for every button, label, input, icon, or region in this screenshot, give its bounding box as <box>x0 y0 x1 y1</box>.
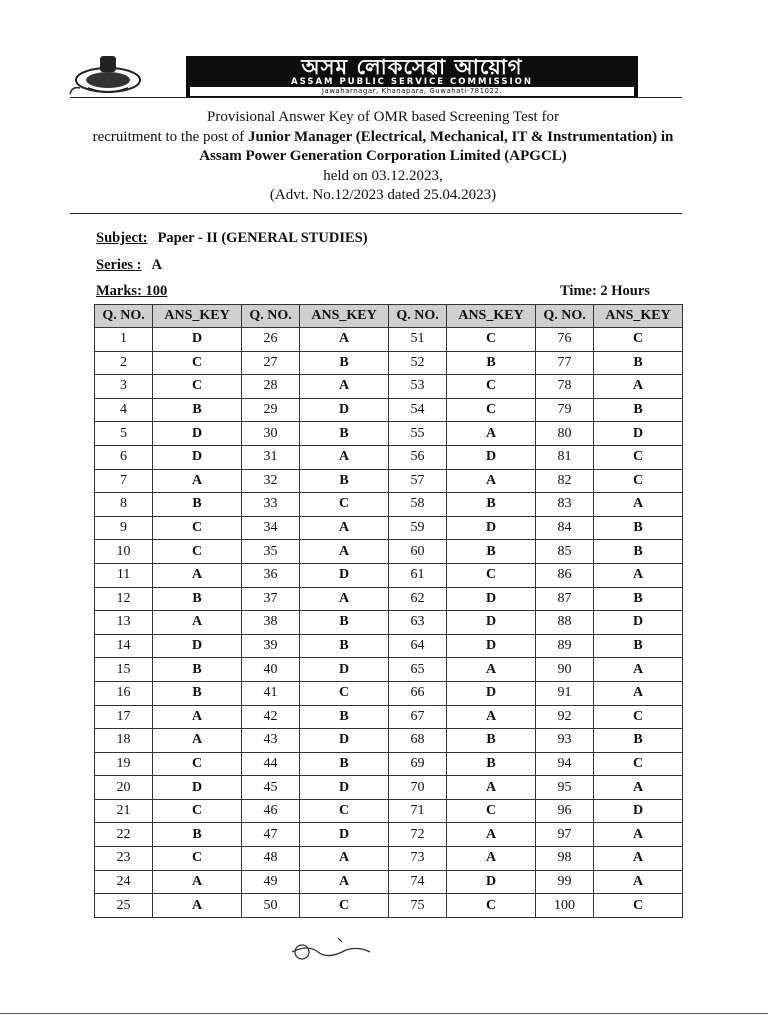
question-number-cell: 86 <box>535 563 593 587</box>
question-number-cell: 98 <box>535 847 593 871</box>
answer-key-cell: C <box>447 398 536 422</box>
question-number-cell: 46 <box>241 799 299 823</box>
question-number-cell: 65 <box>388 658 446 682</box>
heading-line-3: Assam Power Generation Corporation Limited (APGCL) <box>199 148 567 164</box>
answer-key-cell: A <box>594 493 683 517</box>
table-row <box>95 634 683 658</box>
answer-key-cell: A <box>153 563 242 587</box>
answer-key-cell: A <box>300 847 389 871</box>
question-number-cell: 57 <box>388 469 446 493</box>
question-number-cell: 64 <box>388 634 446 658</box>
question-number-cell: 69 <box>388 752 446 776</box>
question-number-cell: 99 <box>535 870 593 894</box>
answer-key-cell: A <box>594 563 683 587</box>
table-row <box>95 823 683 847</box>
question-number-cell: 40 <box>241 658 299 682</box>
answer-key-cell: B <box>447 729 536 753</box>
answer-key-cell: B <box>447 351 536 375</box>
answer-key-cell: D <box>594 799 683 823</box>
table-row <box>95 847 683 871</box>
table-row <box>95 563 683 587</box>
heading-line-1: Provisional Answer Key of OMR based Screening Test for <box>207 109 559 125</box>
table-row <box>95 729 683 753</box>
table-row <box>95 658 683 682</box>
question-number-cell: 59 <box>388 516 446 540</box>
header-q-no: Q. NO. <box>388 305 446 328</box>
answer-key-cell: A <box>447 469 536 493</box>
question-number-cell: 45 <box>241 776 299 800</box>
question-number-cell: 30 <box>241 422 299 446</box>
answer-key-cell: B <box>153 658 242 682</box>
answer-key-cell: A <box>153 469 242 493</box>
answer-key-cell: A <box>153 894 242 918</box>
answer-key-cell: D <box>447 870 536 894</box>
question-number-cell: 78 <box>535 375 593 399</box>
answer-key-cell: B <box>153 398 242 422</box>
question-number-cell: 21 <box>95 799 153 823</box>
question-number-cell: 41 <box>241 681 299 705</box>
answer-key-cell: B <box>594 398 683 422</box>
answer-key-cell: D <box>447 516 536 540</box>
question-number-cell: 85 <box>535 540 593 564</box>
table-row <box>95 870 683 894</box>
question-number-cell: 95 <box>535 776 593 800</box>
question-number-cell: 8 <box>95 493 153 517</box>
table-row <box>95 705 683 729</box>
answer-key-cell: D <box>153 328 242 352</box>
apsc-emblem-icon <box>68 50 148 96</box>
question-number-cell: 18 <box>95 729 153 753</box>
header-ans-key: ANS_KEY <box>153 305 242 328</box>
answer-key-cell: B <box>300 634 389 658</box>
question-number-cell: 56 <box>388 445 446 469</box>
answer-key-cell: A <box>153 870 242 894</box>
answer-key-cell: C <box>594 328 683 352</box>
answer-key-cell: A <box>594 681 683 705</box>
question-number-cell: 26 <box>241 328 299 352</box>
answer-key-cell: C <box>594 445 683 469</box>
question-number-cell: 29 <box>241 398 299 422</box>
answer-key-cell: A <box>447 422 536 446</box>
answer-key-cell: C <box>300 681 389 705</box>
question-number-cell: 20 <box>95 776 153 800</box>
answer-key-cell: C <box>594 752 683 776</box>
question-number-cell: 77 <box>535 351 593 375</box>
answer-key-cell: C <box>447 375 536 399</box>
answer-key-cell: D <box>300 658 389 682</box>
answer-key-cell: D <box>153 634 242 658</box>
answer-key-cell: B <box>594 540 683 564</box>
question-number-cell: 37 <box>241 587 299 611</box>
question-number-cell: 44 <box>241 752 299 776</box>
answer-key-cell: A <box>447 823 536 847</box>
question-number-cell: 61 <box>388 563 446 587</box>
answer-key-cell: C <box>153 847 242 871</box>
question-number-cell: 84 <box>535 516 593 540</box>
question-number-cell: 81 <box>535 445 593 469</box>
question-number-cell: 62 <box>388 587 446 611</box>
table-row <box>95 799 683 823</box>
header-divider <box>70 97 682 98</box>
answer-key-cell: A <box>300 375 389 399</box>
question-number-cell: 53 <box>388 375 446 399</box>
series-line: Series : A <box>96 257 162 273</box>
header-q-no: Q. NO. <box>241 305 299 328</box>
question-number-cell: 72 <box>388 823 446 847</box>
table-row <box>95 351 683 375</box>
table-row <box>95 422 683 446</box>
header-ans-key: ANS_KEY <box>594 305 683 328</box>
question-number-cell: 66 <box>388 681 446 705</box>
answer-key-cell: D <box>300 776 389 800</box>
question-number-cell: 82 <box>535 469 593 493</box>
heading-divider <box>70 213 682 214</box>
heading-line-5: (Advt. No.12/2023 dated 25.04.2023) <box>269 187 497 203</box>
table-header-row <box>95 305 683 328</box>
question-number-cell: 36 <box>241 563 299 587</box>
question-number-cell: 1 <box>95 328 153 352</box>
commission-banner <box>186 56 638 98</box>
answer-key-cell: B <box>300 422 389 446</box>
table-row <box>95 611 683 635</box>
answer-key-cell: B <box>447 752 536 776</box>
table-row <box>95 328 683 352</box>
time-label: Time: 2 Hours <box>560 283 650 299</box>
answer-key-cell: A <box>594 375 683 399</box>
answer-key-cell: B <box>594 351 683 375</box>
question-number-cell: 48 <box>241 847 299 871</box>
question-number-cell: 15 <box>95 658 153 682</box>
question-number-cell: 76 <box>535 328 593 352</box>
question-number-cell: 52 <box>388 351 446 375</box>
answer-key-cell: C <box>594 469 683 493</box>
question-number-cell: 25 <box>95 894 153 918</box>
answer-key-cell: B <box>447 540 536 564</box>
question-number-cell: 79 <box>535 398 593 422</box>
question-number-cell: 43 <box>241 729 299 753</box>
table-row <box>95 752 683 776</box>
answer-key-cell: A <box>447 705 536 729</box>
answer-key-cell: C <box>447 894 536 918</box>
answer-key-cell: A <box>594 847 683 871</box>
notice-heading <box>40 108 726 206</box>
answer-key-cell: A <box>300 445 389 469</box>
answer-key-cell: D <box>300 729 389 753</box>
question-number-cell: 55 <box>388 422 446 446</box>
answer-key-cell: C <box>300 799 389 823</box>
answer-key-cell: A <box>300 870 389 894</box>
question-number-cell: 7 <box>95 469 153 493</box>
answer-key-cell: C <box>153 351 242 375</box>
org-name-english: ASSAM PUBLIC SERVICE COMMISSION <box>291 77 533 87</box>
answer-key-cell: D <box>594 611 683 635</box>
question-number-cell: 100 <box>535 894 593 918</box>
question-number-cell: 32 <box>241 469 299 493</box>
question-number-cell: 6 <box>95 445 153 469</box>
question-number-cell: 24 <box>95 870 153 894</box>
answer-key-cell: A <box>447 658 536 682</box>
answer-key-cell: B <box>594 634 683 658</box>
question-number-cell: 68 <box>388 729 446 753</box>
answer-key-cell: A <box>447 847 536 871</box>
question-number-cell: 67 <box>388 705 446 729</box>
question-number-cell: 9 <box>95 516 153 540</box>
question-number-cell: 70 <box>388 776 446 800</box>
table-row <box>95 681 683 705</box>
question-number-cell: 87 <box>535 587 593 611</box>
question-number-cell: 31 <box>241 445 299 469</box>
table-row <box>95 493 683 517</box>
table-row <box>95 587 683 611</box>
question-number-cell: 88 <box>535 611 593 635</box>
answer-key-table <box>94 304 683 918</box>
question-number-cell: 83 <box>535 493 593 517</box>
question-number-cell: 73 <box>388 847 446 871</box>
question-number-cell: 75 <box>388 894 446 918</box>
answer-key-cell: B <box>153 823 242 847</box>
question-number-cell: 97 <box>535 823 593 847</box>
question-number-cell: 94 <box>535 752 593 776</box>
answer-key-cell: B <box>153 681 242 705</box>
answer-key-cell: B <box>300 705 389 729</box>
question-number-cell: 74 <box>388 870 446 894</box>
question-number-cell: 3 <box>95 375 153 399</box>
table-row <box>95 776 683 800</box>
answer-key-cell: B <box>300 351 389 375</box>
question-number-cell: 51 <box>388 328 446 352</box>
question-number-cell: 12 <box>95 587 153 611</box>
answer-key-cell: D <box>300 823 389 847</box>
question-number-cell: 90 <box>535 658 593 682</box>
table-row <box>95 540 683 564</box>
question-number-cell: 38 <box>241 611 299 635</box>
question-number-cell: 34 <box>241 516 299 540</box>
question-number-cell: 39 <box>241 634 299 658</box>
answer-key-cell: D <box>153 776 242 800</box>
question-number-cell: 89 <box>535 634 593 658</box>
question-number-cell: 91 <box>535 681 593 705</box>
question-number-cell: 49 <box>241 870 299 894</box>
answer-key-cell: A <box>447 776 536 800</box>
answer-key-cell: B <box>153 587 242 611</box>
question-number-cell: 60 <box>388 540 446 564</box>
page-bottom-edge <box>0 1013 768 1014</box>
answer-key-cell: B <box>594 516 683 540</box>
question-number-cell: 4 <box>95 398 153 422</box>
table-row <box>95 375 683 399</box>
table-row <box>95 445 683 469</box>
answer-key-cell: D <box>153 445 242 469</box>
question-number-cell: 17 <box>95 705 153 729</box>
question-number-cell: 2 <box>95 351 153 375</box>
question-number-cell: 42 <box>241 705 299 729</box>
answer-key-cell: B <box>153 493 242 517</box>
answer-key-cell: C <box>153 752 242 776</box>
question-number-cell: 13 <box>95 611 153 635</box>
question-number-cell: 5 <box>95 422 153 446</box>
question-number-cell: 22 <box>95 823 153 847</box>
answer-key-cell: D <box>300 398 389 422</box>
answer-key-cell: B <box>300 752 389 776</box>
answer-key-cell: A <box>594 823 683 847</box>
heading-line-4: held on 03.12.2023, <box>323 167 443 184</box>
answer-key-cell: B <box>594 587 683 611</box>
answer-key-cell: D <box>300 563 389 587</box>
question-number-cell: 11 <box>95 563 153 587</box>
question-number-cell: 33 <box>241 493 299 517</box>
question-number-cell: 10 <box>95 540 153 564</box>
answer-key-cell: C <box>447 563 536 587</box>
question-number-cell: 14 <box>95 634 153 658</box>
question-number-cell: 71 <box>388 799 446 823</box>
answer-key-cell: C <box>594 894 683 918</box>
question-number-cell: 28 <box>241 375 299 399</box>
answer-key-cell: C <box>153 516 242 540</box>
answer-key-cell: B <box>300 611 389 635</box>
table-row <box>95 469 683 493</box>
question-number-cell: 35 <box>241 540 299 564</box>
question-number-cell: 19 <box>95 752 153 776</box>
answer-key-cell: B <box>447 493 536 517</box>
table-row <box>95 894 683 918</box>
answer-key-cell: D <box>594 422 683 446</box>
answer-key-cell: D <box>447 611 536 635</box>
answer-key-cell: A <box>594 776 683 800</box>
answer-key-cell: B <box>300 469 389 493</box>
table-row <box>95 516 683 540</box>
org-name-bengali: অসম লোকসেৱা আয়োগ <box>301 56 523 79</box>
question-number-cell: 58 <box>388 493 446 517</box>
question-number-cell: 96 <box>535 799 593 823</box>
marks-label: Marks: 100 <box>96 283 168 299</box>
answer-key-cell: A <box>153 729 242 753</box>
answer-key-cell: C <box>153 540 242 564</box>
question-number-cell: 93 <box>535 729 593 753</box>
answer-key-cell: C <box>447 799 536 823</box>
question-number-cell: 63 <box>388 611 446 635</box>
answer-key-cell: D <box>447 445 536 469</box>
heading-line-2: recruitment to the post of Junior Manager (Electrical, Mechanical, IT & Instrumentation) in <box>92 128 674 145</box>
answer-key-cell: A <box>153 611 242 635</box>
answer-key-cell: C <box>300 894 389 918</box>
table-row <box>95 398 683 422</box>
question-number-cell: 16 <box>95 681 153 705</box>
question-number-cell: 27 <box>241 351 299 375</box>
answer-key-cell: B <box>594 729 683 753</box>
answer-key-cell: A <box>594 870 683 894</box>
answer-key-cell: A <box>300 516 389 540</box>
org-address: Jawaharnagar, Khanapara, Guwahati-781022. <box>190 87 634 96</box>
question-number-cell: 23 <box>95 847 153 871</box>
question-number-cell: 50 <box>241 894 299 918</box>
answer-key-cell: C <box>153 375 242 399</box>
header-q-no: Q. NO. <box>535 305 593 328</box>
answer-key-cell: C <box>153 799 242 823</box>
answer-key-cell: A <box>594 658 683 682</box>
header-q-no: Q. NO. <box>95 305 153 328</box>
answer-key-cell: D <box>153 422 242 446</box>
question-number-cell: 80 <box>535 422 593 446</box>
question-number-cell: 92 <box>535 705 593 729</box>
answer-key-cell: C <box>300 493 389 517</box>
answer-key-cell: D <box>447 587 536 611</box>
answer-key-cell: A <box>153 705 242 729</box>
header-ans-key: ANS_KEY <box>447 305 536 328</box>
header-ans-key: ANS_KEY <box>300 305 389 328</box>
signature-icon <box>288 930 378 966</box>
answer-key-cell: A <box>300 540 389 564</box>
answer-key-cell: C <box>447 328 536 352</box>
answer-key-cell: A <box>300 587 389 611</box>
answer-key-cell: D <box>447 681 536 705</box>
answer-key-cell: C <box>594 705 683 729</box>
subject-line: Subject: Paper - II (GENERAL STUDIES) <box>96 230 368 246</box>
answer-key-cell: A <box>300 328 389 352</box>
answer-key-cell: D <box>447 634 536 658</box>
question-number-cell: 54 <box>388 398 446 422</box>
question-number-cell: 47 <box>241 823 299 847</box>
